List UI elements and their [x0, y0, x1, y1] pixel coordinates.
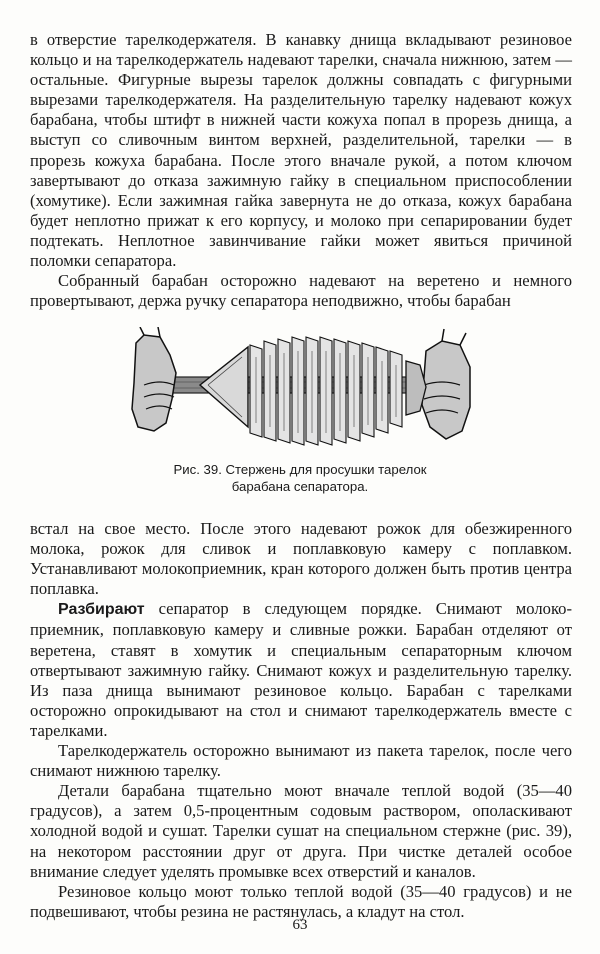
text-block-bottom — [30, 519, 572, 922]
paragraph-rubber-ring: Резиновое кольцо моют только теплой водой (35—40 градусов) и не подвешивают, чтобы резина не растянулась, а кладут на стол. — [30, 881, 572, 921]
caption-line-2: барабана сепаратора. — [231, 479, 369, 494]
figure-drying-rod — [130, 327, 472, 455]
paragraph-washing: Детали барабана тщательно моют вначале теплой водой (35—40 градусов), а затем 0,5-процентным содовым раствором, ополаскивают холодной водой и сушат. Тарелки сушат на специальном стержне (рис. 39), на некотором расстоянии друг от друга. При чистке деталей особое внимание следует уделять промывке всех отверстий и каналов. — [30, 781, 572, 881]
figure-caption — [90, 461, 510, 495]
paragraph-disassembly-text: сепаратор в следующем порядке. Снимают молокоприемник, поплавковую камеру и сливные рожки. Барабан отделяют от веретена, ставят в хомутик и специальным сепараторным ключом отвертывают зажимную гайку. Снимают кожух и разделительную тарелку. Из паза днища вынимают резиновое кольцо. Барабан с тарелками осторожно опрокидывают на стол и снимают тарелкодержатель вместе с тарелками. — [30, 599, 572, 740]
paragraph-mounting: Собранный барабан осторожно надевают на веретено и немного провертывают, держа ручку сепаратора неподвижно, чтобы барабан — [30, 271, 572, 311]
paragraph-disassembly — [30, 599, 572, 741]
paragraph-plate-holder: Тарелкодержатель осторожно вынимают из пакета тарелок, после чего снимают нижнюю тарелку. — [30, 741, 572, 781]
page-number: 63 — [292, 917, 308, 933]
bold-lead-term: Разбирают — [58, 601, 145, 619]
text-block-top — [30, 30, 572, 311]
drying-rod-illustration — [130, 327, 472, 455]
paragraph-continuation: встал на свое место. После этого надевают рожок для обезжиренного молока, рожок для сливок и поплавковую камеру с поплавком. Устанавливают молокоприемник, кран которого должен быть против центра поплавка. — [30, 519, 572, 599]
paragraph-assembly: в отверстие тарелкодержателя. В канавку днища вкладывают резиновое кольцо и на тарелкодержатель надевают тарелки, сначала нижнюю, затем — остальные. Фигурные вырезы тарелок должны совпадать с фигурными вырезами тарелкодержателя. На разделительную тарелку надевают кожух барабана, чтобы штифт в нижней части кожуха попал в прорезь днища, а выступ со сливочным винтом верхней, разделительной, тарелки — в прорезь кожуха барабана. После этого вначале рукой, а потом ключом завертывают до отказа зажимную гайку в специальном приспособлении (хомутике). Если зажимная гайка завернута не до отказа, кожух барабана будет неплотно прижат к его корпусу, и молоко при сепарировании будет подтекать. Неплотное завинчивание гайки может явиться причиной поломки сепаратора. — [30, 30, 572, 271]
caption-line-1: Рис. 39. Стержень для просушки тарелок — [173, 462, 427, 477]
